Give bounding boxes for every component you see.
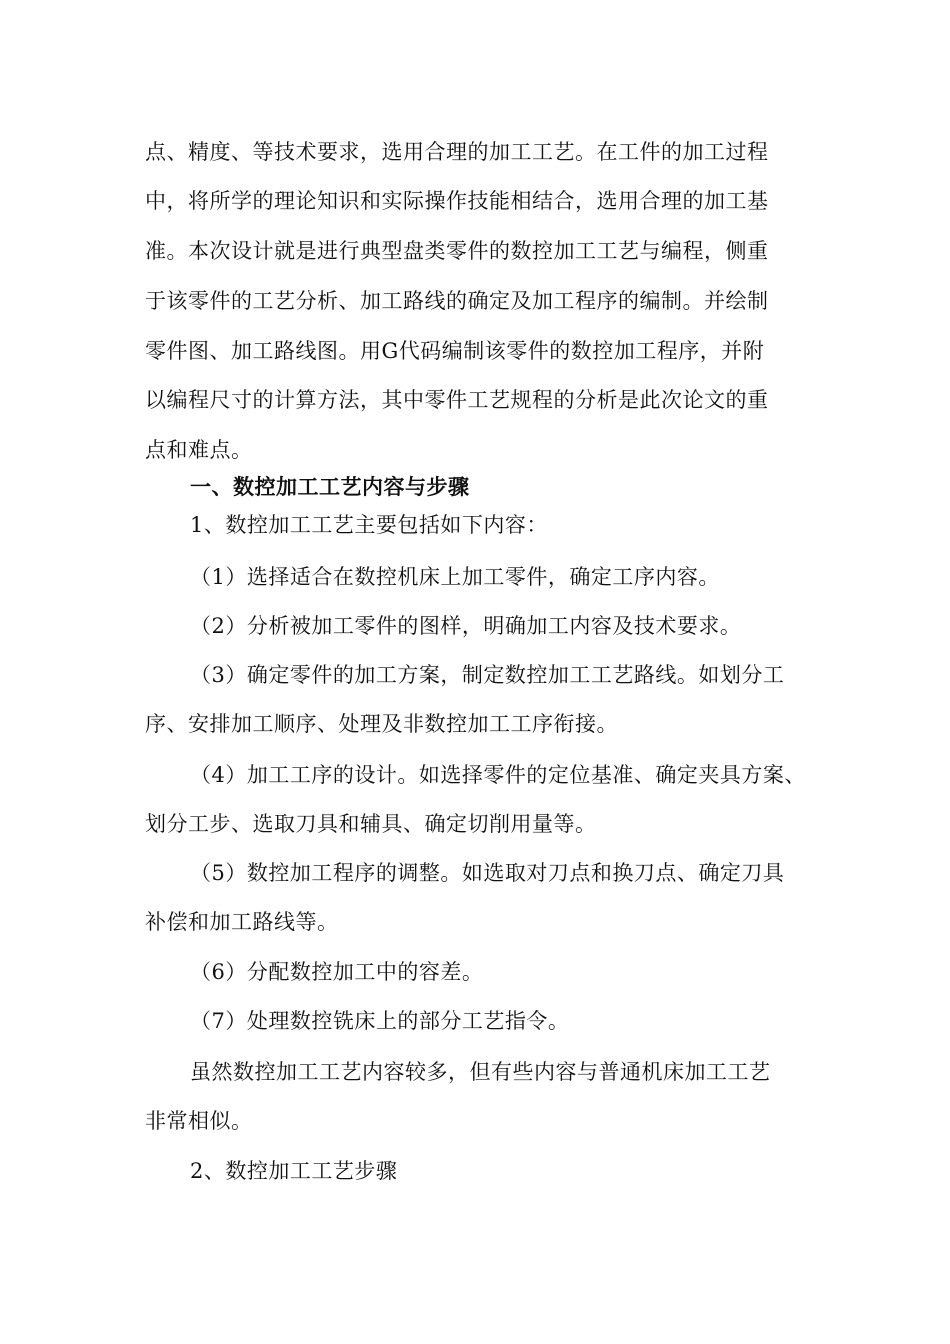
paragraph-line: 非常相似。: [145, 1109, 253, 1133]
list-item-continuation: 序、安排加工顺序、处理及非数控加工工序衔接。: [145, 712, 618, 736]
paragraph-line: 以编程尺寸的计算方法，其中零件工艺规程的分析是此次论文的重: [145, 388, 769, 412]
paragraph-line: 虽然数控加工工艺内容较多，但有些内容与普通机床加工工艺: [190, 1060, 771, 1084]
list-item: （1）选择适合在数控机床上加工零件，确定工序内容。: [190, 565, 720, 589]
paragraph-line: 点和难点。: [145, 438, 253, 462]
list-item-continuation: 划分工步、选取刀具和辅具、确定切削用量等。: [145, 812, 597, 836]
list-item: （3）确定零件的加工方案，制定数控加工工艺路线。如划分工: [190, 663, 785, 687]
subheading: 1、数控加工工艺主要包括如下内容：: [190, 513, 548, 537]
paragraph-line: 中，将所学的理论知识和实际操作技能相结合，选用合理的加工基: [145, 189, 769, 213]
list-item: （5）数控加工程序的调整。如选取对刀点和换刀点、确定刀具: [190, 861, 785, 885]
list-item: （6）分配数控加工中的容差。: [190, 960, 484, 984]
paragraph-line: 准。本次设计就是进行典型盘类零件的数控加工工艺与编程，侧重: [145, 239, 769, 263]
list-item-continuation: 补偿和加工路线等。: [145, 910, 339, 934]
list-item: （7）处理数控铣床上的部分工艺指令。: [190, 1009, 570, 1033]
subheading: 2、数控加工工艺步骤: [190, 1159, 398, 1183]
list-item: （2）分析被加工零件的图样，明确加工内容及技术要求。: [190, 614, 742, 638]
paragraph-line: 点、精度、等技术要求，选用合理的加工工艺。在工件的加工过程: [145, 140, 769, 164]
paragraph-line: 零件图、加工路线图。用G代码编制该零件的数控加工程序，并附: [145, 339, 765, 363]
section-heading: 一、数控加工工艺内容与步骤: [190, 475, 470, 499]
paragraph-line: 于该零件的工艺分析、加工路线的确定及加工程序的编制。并绘制: [145, 289, 769, 313]
list-item: （4）加工工序的设计。如选择零件的定位基准、确定夹具方案、: [190, 763, 806, 787]
